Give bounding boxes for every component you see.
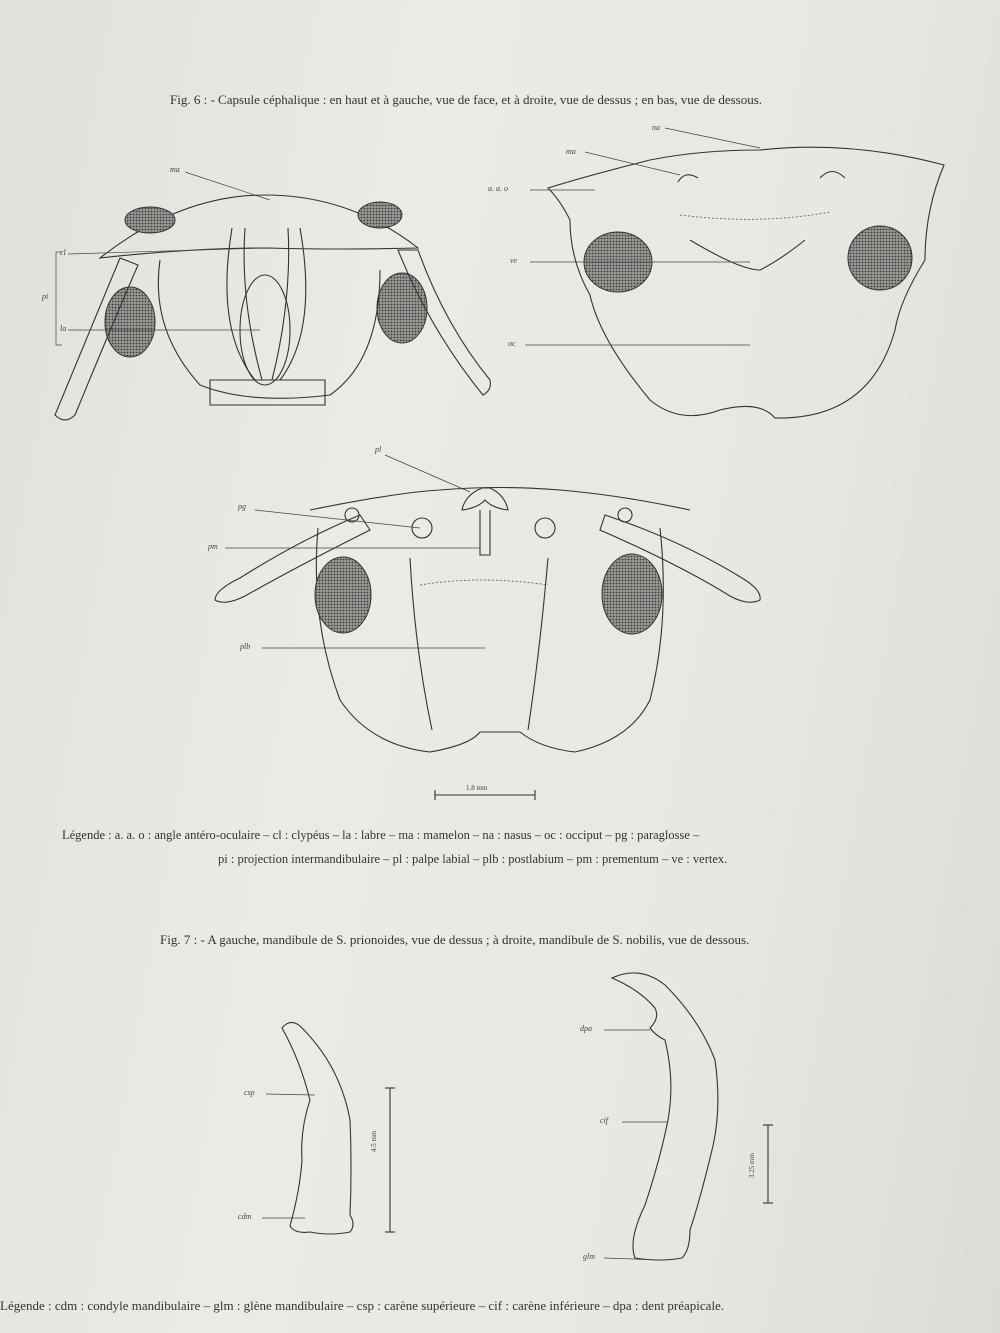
fig7-caption [160, 932, 749, 948]
head-ventral-view [215, 488, 760, 801]
label-pm: pm [208, 542, 218, 551]
label-ma-dorsal: ma [566, 147, 576, 156]
label-aao: a. a. o [488, 184, 508, 193]
eye-mark [315, 557, 371, 633]
label-plb: plb [240, 642, 251, 651]
label-dpa: dpa [580, 1024, 592, 1033]
head-front-view [55, 195, 490, 420]
label-la: la [60, 324, 67, 333]
fig6-caption-prefix: Fig. 6 : [170, 92, 208, 107]
eye-mark [105, 287, 155, 357]
label-ve: ve [510, 256, 518, 265]
fig6-legend-line1: Légende : a. a. o : angle antéro-oculaire – cl : clypéus – la : labre – ma : mamelon – na : nasus – oc : occiput – pg : paraglosse – [62, 828, 700, 842]
eye-mark [358, 202, 402, 228]
label-ma: ma [170, 165, 180, 174]
label-cif: cif [600, 1116, 608, 1125]
eye-mark [125, 207, 175, 233]
scale-label: 1.8 mm [466, 784, 488, 792]
label-cdm: cdm [238, 1212, 252, 1221]
fig7-caption-text: - A gauche, mandibule de S. prionoides, vue de dessus ; à droite, mandibule de S. nobilis, vue de dessous. [200, 932, 750, 947]
fig7-legend: Légende : cdm : condyle mandibulaire – glm : glène mandibulaire – csp : carène supérieure – cif : carène inférieure – dpa : dent préapicale. [0, 1298, 725, 1313]
mandible-left [262, 1022, 395, 1234]
label-na: na [652, 123, 660, 132]
scale-label-left: 4.5 mm [370, 1130, 378, 1152]
head-dorsal-view [548, 147, 944, 418]
fig7-caption-prefix: Fig. 7 : [160, 932, 198, 947]
label-csp: csp [244, 1088, 255, 1097]
eye-mark [377, 273, 427, 343]
scale-label-right: 3.25 mm [748, 1153, 756, 1178]
mandible-right [604, 973, 773, 1260]
fig6-legend-line2: pi : projection intermandibulaire – pl : palpe labial – plb : postlabium – pm : prementum – ve : vertex. [218, 852, 728, 866]
fig6-caption [170, 92, 762, 108]
label-glm: glm [583, 1252, 595, 1261]
label-cl: cl [60, 248, 66, 257]
eye-mark [848, 226, 912, 290]
eye-mark [602, 554, 662, 634]
label-pi: pi [42, 292, 49, 301]
fig6-caption-text: - Capsule céphalique : en haut et à gauche, vue de face, et à droite, vue de dessus ; en bas, vue de dessous. [210, 92, 763, 107]
label-oc: oc [508, 339, 516, 348]
label-pg: pg [238, 502, 246, 511]
label-pl: pl [375, 445, 382, 454]
